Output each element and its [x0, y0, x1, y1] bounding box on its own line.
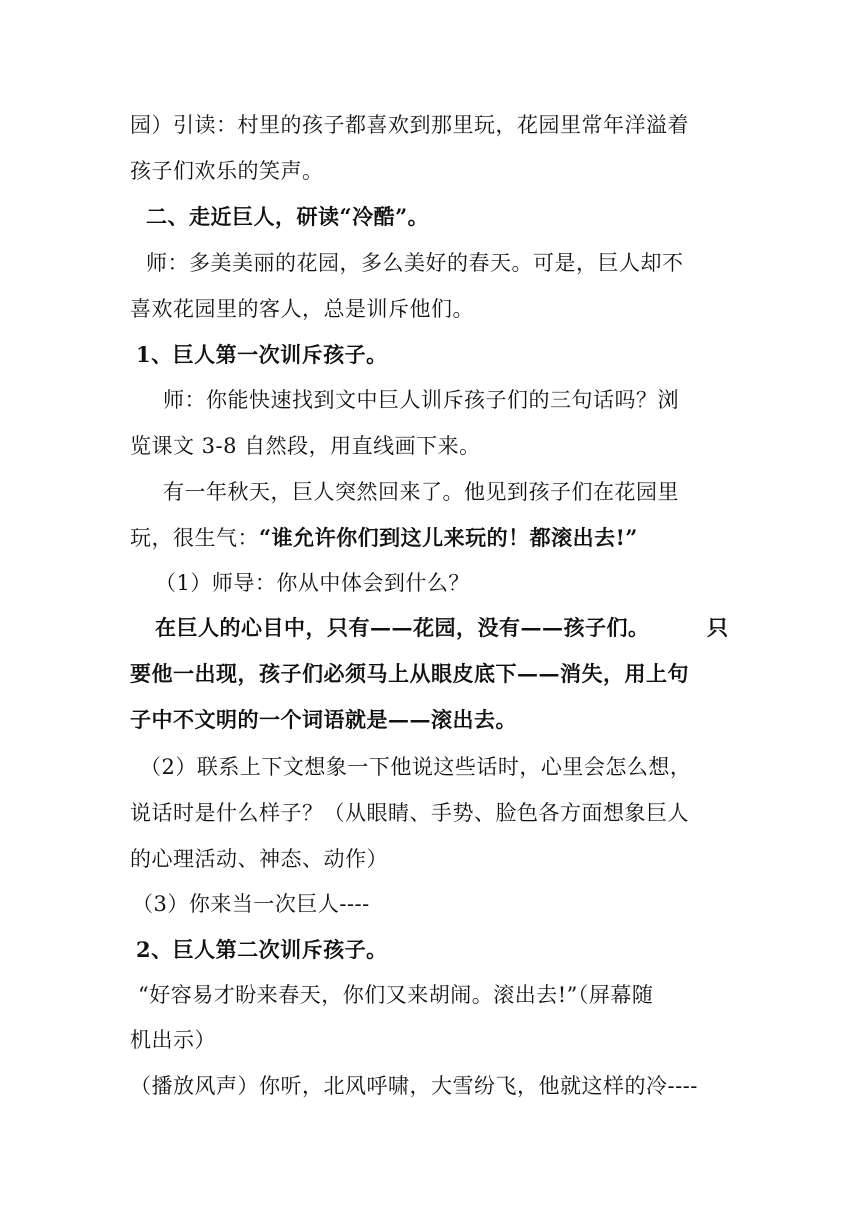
paragraph-line: “好容易才盼来春天，你们又来胡闹。滚出去!”（屏幕随 — [138, 983, 654, 1007]
bold-line: 要他一出现，孩子们必须马上从眼皮底下——消失，用上句 — [130, 661, 689, 686]
paragraph-line: 园）引读：村里的孩子都喜欢到那里玩，花园里常年洋溢着 — [130, 113, 689, 137]
paragraph-line — [130, 524, 638, 552]
paragraph-line: 有一年秋天，巨人突然回来了。他见到孩子们在花园里 — [163, 480, 679, 504]
bold-line-end: 只 — [707, 615, 729, 640]
question-line: （1）师导：你从中体会到什么？ — [155, 571, 470, 595]
paragraph-line: 孩子们欢乐的笑声。 — [130, 159, 324, 183]
section-heading: 二、走近巨人，研读“冷酷”。 — [146, 204, 430, 229]
paragraph-line: 的心理活动、神态、动作） — [130, 847, 388, 871]
bold-line: 在巨人的心目中，只有——花园，没有——孩子们。 — [155, 615, 650, 640]
paragraph-line: 师：你能快速找到文中巨人训斥孩子们的三句话吗？浏 — [163, 388, 679, 412]
subsection-heading: 1、巨人第一次训斥孩子。 — [136, 342, 388, 367]
question-line: （3）你来当一次巨人---- — [132, 892, 370, 916]
paragraph-line: 说话时是什么样子？（从眼睛、手势、脸色各方面想象巨人 — [130, 801, 689, 825]
paragraph-line: 喜欢花园里的客人，总是训斥他们。 — [130, 297, 474, 321]
paragraph-line: 机出示） — [130, 1028, 216, 1052]
paragraph-text: 玩，很生气： — [130, 526, 259, 550]
subsection-heading: 2、巨人第二次训斥孩子。 — [136, 937, 388, 962]
quote-text: “谁允许你们到这儿来玩的！都滚出去!” — [259, 525, 638, 550]
paragraph-line: （播放风声）你听，北风呼啸，大雪纷飞，他就这样的冷---- — [130, 1074, 698, 1098]
question-line: （2）联系上下文想象一下他说这些话时，心里会怎么想， — [140, 755, 692, 779]
bold-line: 子中不文明的一个词语就是——滚出去。 — [130, 707, 517, 732]
paragraph-line: 师：多美美丽的花园，多么美好的春天。可是，巨人却不 — [146, 251, 684, 275]
paragraph-line: 览课文 3-8 自然段，用直线画下来。 — [130, 434, 481, 458]
